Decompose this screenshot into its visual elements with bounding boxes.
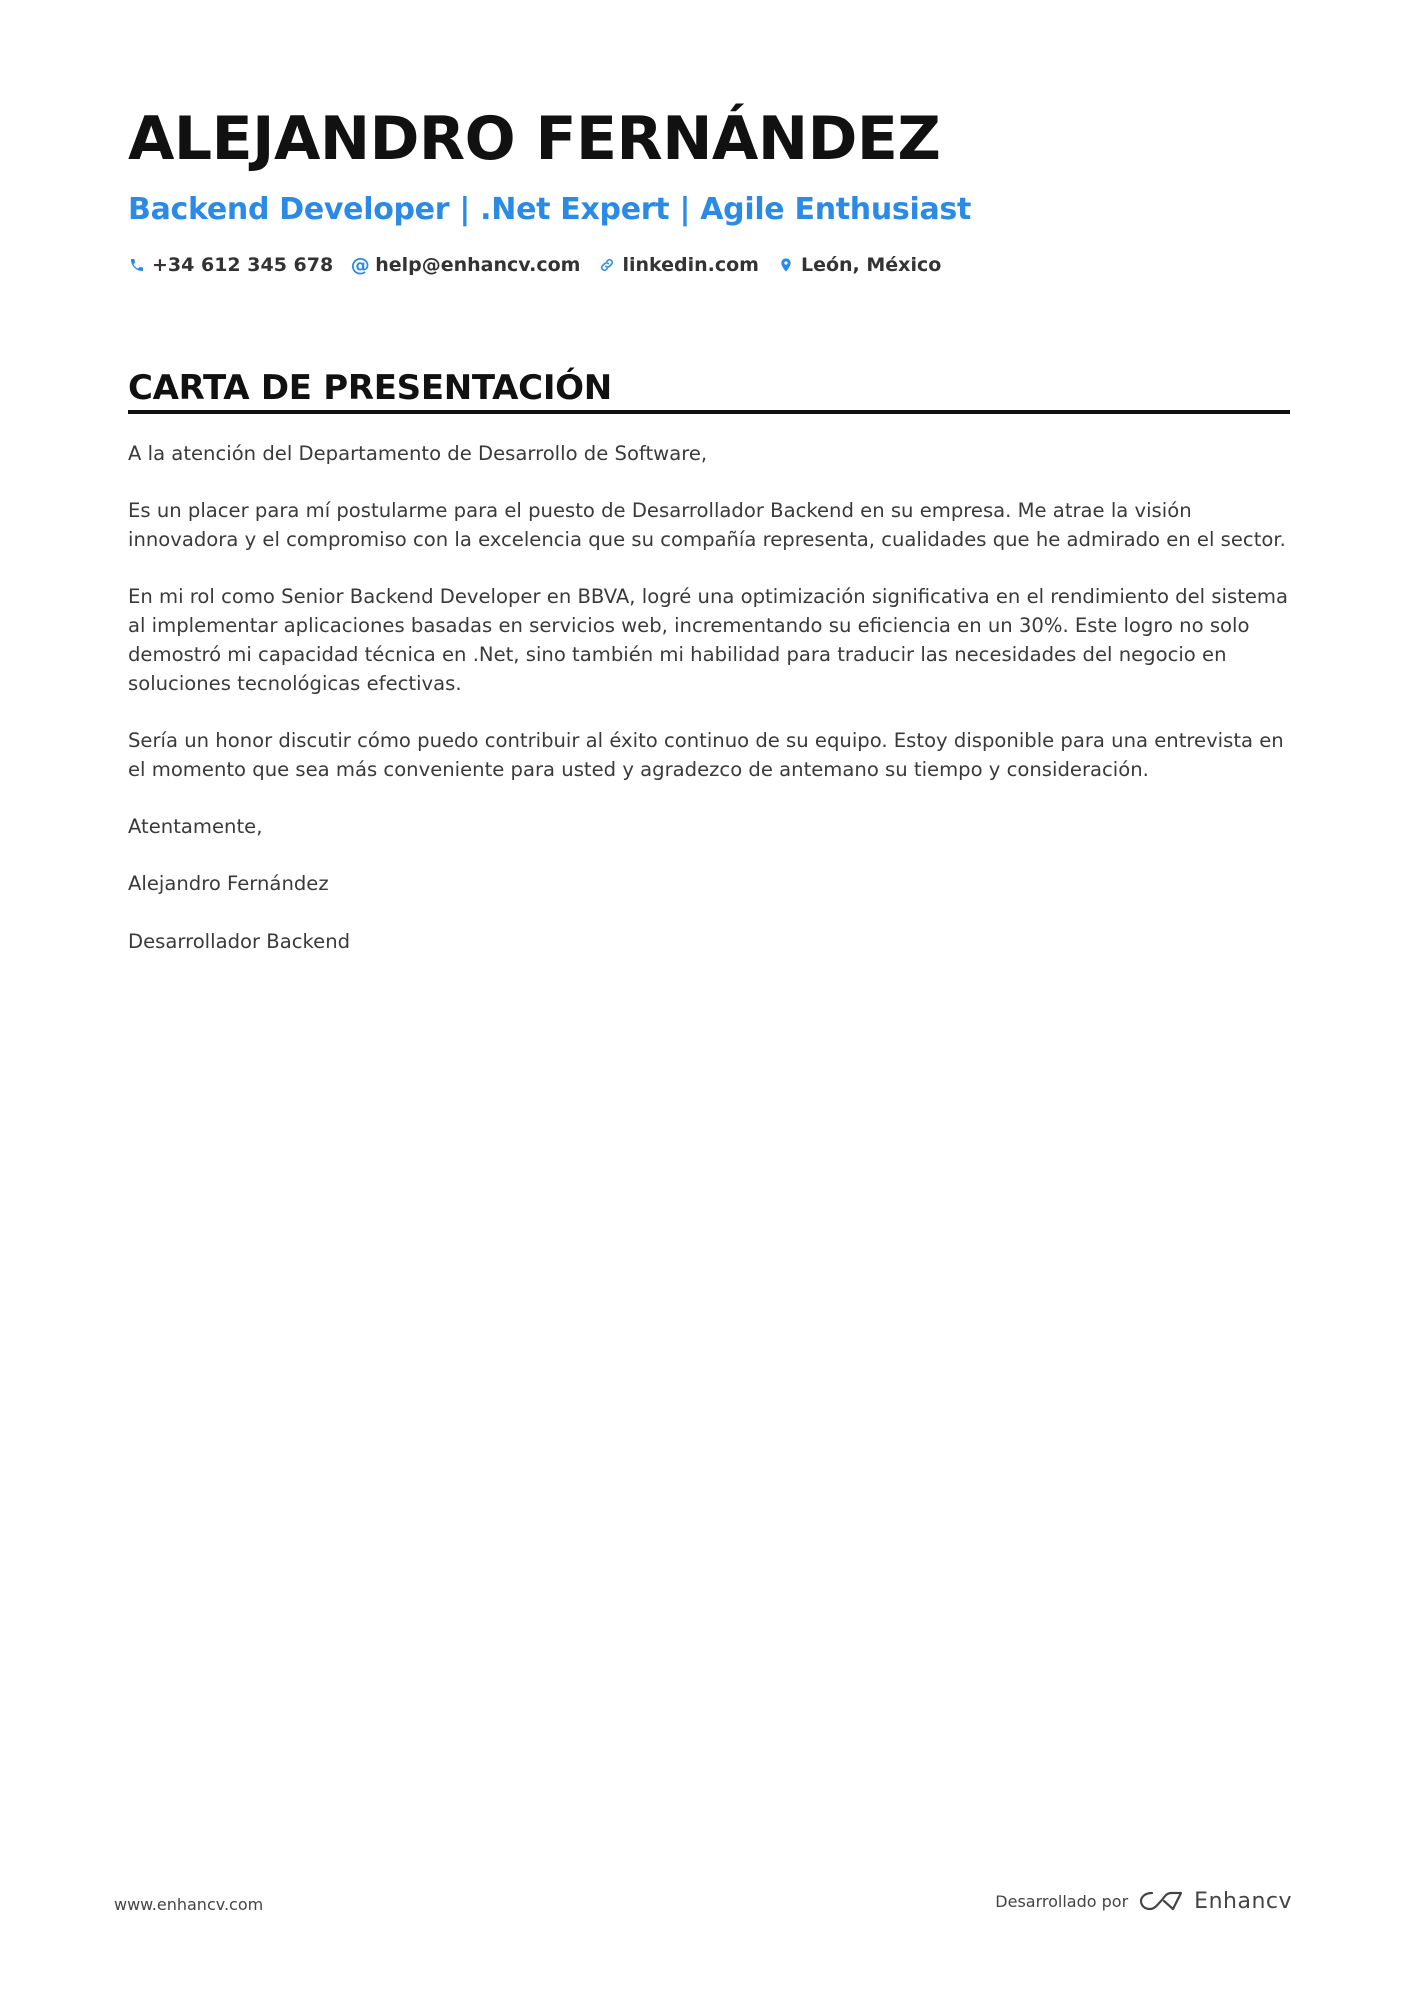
at-icon: @	[350, 254, 370, 276]
letter-body	[128, 440, 1296, 985]
enhancv-logo-icon	[1138, 1888, 1184, 1914]
section-divider	[128, 410, 1290, 414]
location-pin-icon	[777, 256, 795, 274]
contact-bar	[128, 254, 941, 276]
signature-name: Alejandro Fernández	[128, 872, 329, 896]
contact-phone-text: +34 612 345 678	[152, 254, 334, 276]
letter-greeting: A la atención del Departamento de Desarrollo de Software,	[128, 442, 708, 465]
letter-paragraph: Es un placer para mí postularme para el puesto de Desarrollador Backend en su empresa. Me atrae la visión innovadora y el compromiso con la excelencia que su compañía representa, cualidades que he admirado en el sector.	[128, 499, 1286, 552]
contact-linkedin-text: linkedin.com	[622, 254, 759, 276]
contact-location-text: León, México	[800, 254, 942, 276]
letter-closing: Atentamente,	[128, 815, 263, 839]
brand-name: Enhancv	[1194, 1888, 1292, 1914]
letter-paragraph: Sería un honor discutir cómo puedo contribuir al éxito continuo de su equipo. Estoy disponible para una entrevista en el momento que sea más conveniente para usted y agradezco de antemano su tiempo y consideración.	[128, 728, 1284, 781]
footer-branding	[995, 1888, 1292, 1914]
candidate-headline: Backend Developer | .Net Expert | Agile Enthusiast	[128, 192, 971, 227]
contact-phone	[128, 254, 333, 276]
contact-email[interactable]	[351, 254, 580, 276]
section-title: CARTA DE PRESENTACIÓN	[128, 368, 612, 408]
phone-icon	[128, 256, 146, 274]
contact-email-text: help@enhancv.com	[375, 254, 581, 276]
link-icon	[598, 256, 616, 274]
candidate-name: ALEJANDRO FERNÁNDEZ	[128, 104, 941, 174]
letter-paragraph: En mi rol como Senior Backend Developer en BBVA, logré una optimización significativa en el rendimiento del sistema al implementar aplicaciones basadas en servicios web, incrementando su eficiencia en un 30%. Este logro no solo demostró mi capacidad técnica en .Net, sino también mi habilidad para traducir las necesidades del negocio en soluciones tecnológicas efectivas.	[128, 585, 1289, 695]
footer-website[interactable]: www.enhancv.com	[114, 1895, 264, 1914]
signature-title: Desarrollador Backend	[128, 929, 351, 953]
contact-linkedin[interactable]	[598, 254, 759, 276]
contact-location	[777, 254, 941, 276]
powered-by-label: Desarrollado por	[995, 1891, 1129, 1911]
